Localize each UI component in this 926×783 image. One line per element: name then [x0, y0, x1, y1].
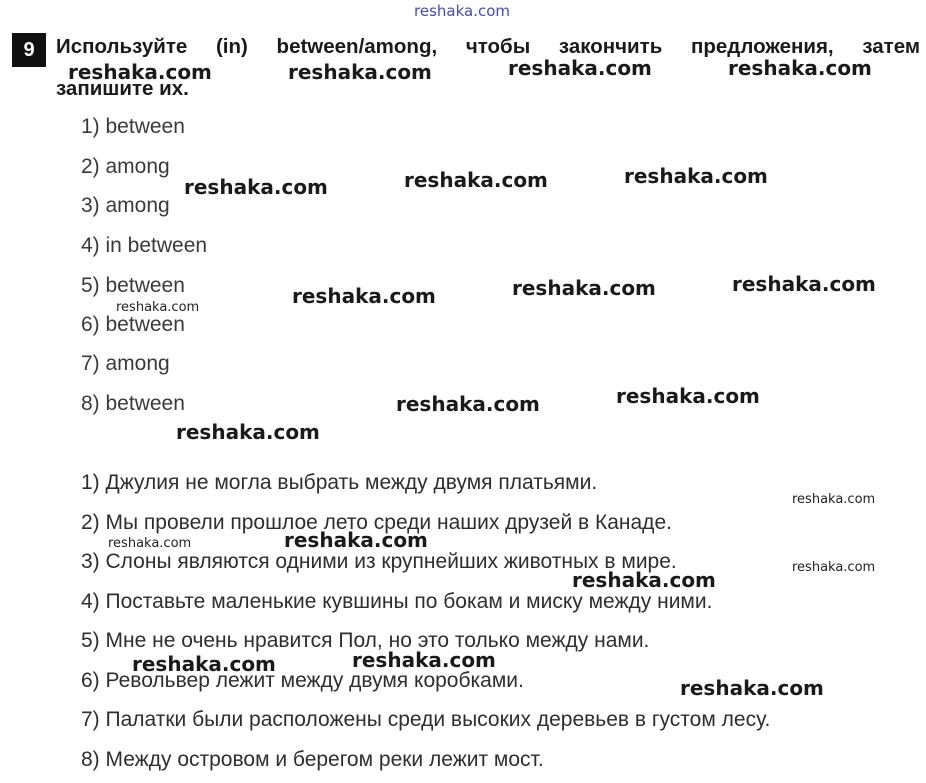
- answer-item: 5) between: [81, 274, 185, 297]
- watermark: reshaka.com: [680, 676, 824, 700]
- task-number-badge: 9: [12, 33, 46, 67]
- watermark: reshaka.com: [132, 652, 276, 676]
- answer-item: 8) between: [81, 392, 185, 415]
- answer-item: 3) among: [81, 194, 170, 217]
- answer-item: 6) between: [81, 313, 185, 336]
- sentence-item: 1) Джулия не могла выбрать между двумя платьями.: [81, 471, 598, 494]
- watermark: reshaka.com: [792, 560, 876, 575]
- watermark: reshaka.com: [184, 175, 328, 199]
- answer-item: 2) among: [81, 155, 170, 178]
- header-site-link[interactable]: reshaka.com: [414, 2, 510, 20]
- sentence-item: 4) Поставьте маленькие кувшины по бокам и миску между ними.: [81, 590, 713, 613]
- answer-item: 7) among: [81, 352, 170, 375]
- watermark: reshaka.com: [68, 60, 212, 84]
- sentence-item: 6) Револьвер лежит между двумя коробками.: [81, 669, 524, 692]
- watermark: reshaka.com: [396, 392, 540, 416]
- sentence-item: 7) Палатки были расположены среди высоких деревьев в густом лесу.: [81, 708, 771, 731]
- answer-item: 4) in between: [81, 234, 208, 257]
- watermark: reshaka.com: [108, 536, 192, 551]
- watermark: reshaka.com: [352, 648, 496, 672]
- watermark: reshaka.com: [728, 56, 872, 80]
- watermark: reshaka.com: [292, 284, 436, 308]
- watermark: reshaka.com: [732, 272, 876, 296]
- watermark: reshaka.com: [792, 492, 876, 507]
- task-title-line-2: запишите их.: [56, 77, 189, 100]
- watermark: reshaka.com: [288, 60, 432, 84]
- watermark: reshaka.com: [616, 384, 760, 408]
- watermark: reshaka.com: [284, 528, 428, 552]
- watermark: reshaka.com: [512, 276, 656, 300]
- task-title-line-1: Используйте (in) between/among, чтобы закончить предложения, затем: [56, 35, 920, 58]
- watermark: reshaka.com: [404, 168, 548, 192]
- sentence-item: 3) Слоны являются одними из крупнейших животных в мире.: [81, 550, 677, 573]
- watermark: reshaka.com: [176, 420, 320, 444]
- watermark: reshaka.com: [508, 56, 652, 80]
- watermark: reshaka.com: [572, 568, 716, 592]
- sentence-item: 8) Между островом и берегом реки лежит мост.: [81, 748, 544, 771]
- watermark: reshaka.com: [624, 164, 768, 188]
- watermark: reshaka.com: [116, 300, 200, 315]
- answer-item: 1) between: [81, 115, 185, 138]
- sentence-item: 2) Мы провели прошлое лето среди наших друзей в Канаде.: [81, 511, 672, 534]
- sentence-item: 5) Мне не очень нравится Пол, но это только между нами.: [81, 629, 650, 652]
